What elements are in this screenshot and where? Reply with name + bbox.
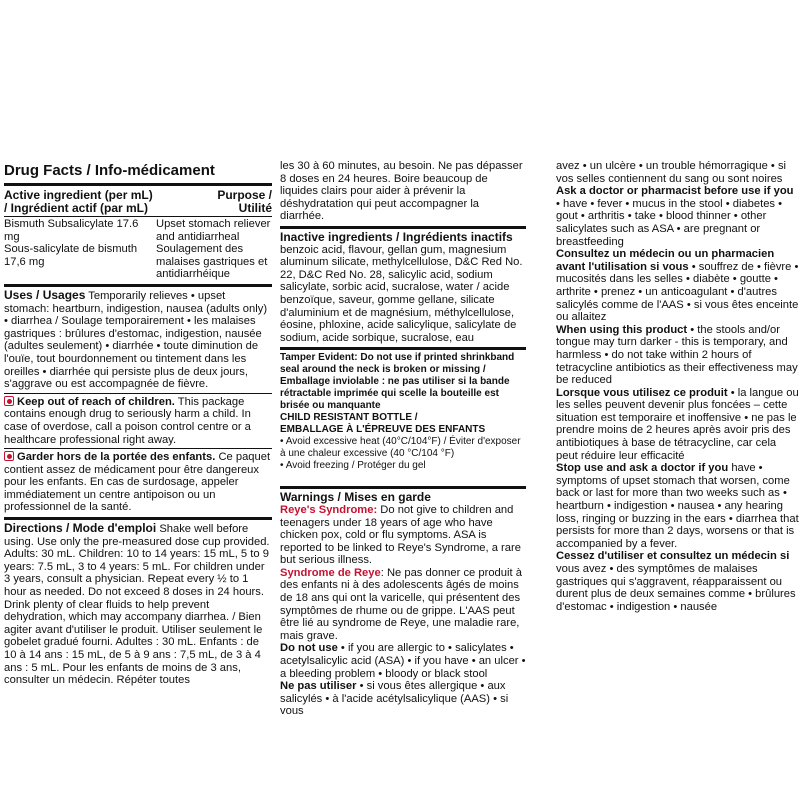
warnings-section — [280, 486, 526, 718]
drug-facts-title: Drug Facts / Info-médicament — [4, 162, 272, 186]
garder-heading: Garder hors de la portée des enfants. — [17, 451, 216, 464]
do-not-use-heading: Do not use — [280, 642, 338, 655]
inactive-text: benzoic acid, flavour, gellan gum, magnesium aluminum silicate, methylcellulose, D&C Red No. 22, D&C Red No. 28, salicylic acid, sodium salicylate, sorbic acid, sucralose, water / acide benzoïque, saveur, gomme gellane, silicate d'aluminium et de magnésium, méthylcellulose, éosine, phloxine, acide salicylique, salicylate de sodium, acide sorbique, sucralose, eau — [280, 243, 523, 344]
directions-section — [4, 517, 272, 687]
stop-use-heading: Stop use and ask a doctor if you — [556, 462, 729, 475]
when-using-text: • the stools and/or tongue may turn darker - this is temporary, and harmless • do not take within 2 hours of tetracycline antibiotics as their effectiveness may be reduced — [556, 323, 798, 387]
consult-doctor-text: • souffrez de • fièvre • mucosités dans les selles • diabète • goutte • arthrite • prenez • un anticoagulant • d'autres salicylés comme de l'AAS • si vous êtes enceinte ou allaitez — [556, 260, 799, 324]
ne-pas-utiliser — [280, 680, 526, 718]
cessez-heading: Cessez d'utiliser et consultez un médecin si — [556, 550, 790, 563]
do-not-use — [280, 642, 526, 680]
child-resistant-fr: EMBALLAGE À L'ÉPREUVE DES ENFANTS — [280, 424, 486, 436]
ingredient-name-fr: Sous-salicylate de bismuth 17,6 mg — [4, 243, 138, 268]
reye-en-heading: Reye's Syndrome: — [280, 503, 378, 516]
child-resistant-en: CHILD RESISTANT BOTTLE / — [280, 412, 418, 424]
reye-fr-text: : Ne pas donner ce produit à des enfants ni à des adolescents âgés de moins de 18 ans qui ont la varicelle, qui présentent des symptômes de rhume ou de grippe. L'AAS peut être lié au syndrome de Reye, une maladie rare, mais grave. — [280, 566, 522, 642]
column-2 — [280, 160, 526, 718]
ingredient-name-en: Bismuth Subsalicylate 17.6 mg — [4, 218, 139, 243]
ask-doctor-heading: Ask a doctor or pharmacist before use if you — [556, 185, 794, 198]
tamper-text: Tamper Evident: Do not use if printed shrinkband seal around the neck is broken or missing / Emballage inviolable : ne pas utiliser si la bande rétractable imprimée qui scelle la bouteille est brisée ou manquante — [280, 352, 515, 412]
column-3 — [556, 160, 800, 613]
ne-pas-utiliser-text: • si vous êtes allergique • aux salicylés • à l'acide acétylsalicylique (AAS) • si vous — [280, 680, 509, 718]
warning-icon — [4, 451, 14, 461]
directions-text: Shake well before using. Use only the pre-measured dose cup provided. Adults: 30 mL. Children: 10 to 14 years: 15 mL, 5 to 9 years: 7.5 mL, 3 to 4 years: 5 mL. For children under 3 years, consult a physician. Repeat every ½ to 1 hour as needed. Do not exceed 8 doses in 24 hours. Drink plenty of clear fluids to help prevent dehydration, which may accompany diarrhea. / Bien agiter avant d'utiliser le produit. Utiliser seulement le gobelet gradué fourni. Adultes : 30 mL. Enfants : de 10 à 14 ans : 15 mL, de 5 à 9 ans : 7,5 mL, de 3 à 4 ans : 5 mL. Pour les enfants de moins de 3 ans, consulter un médecin. Répéter toutes — [4, 523, 270, 687]
warning-icon — [4, 396, 14, 406]
reye-en — [280, 504, 526, 567]
storage-heat: • Avoid excessive heat (40°C/104°F) / Éviter d'exposer à une chaleur excessive (40 °C/104 °F) — [280, 436, 521, 460]
uses-heading: Uses / Usages — [4, 287, 86, 302]
inactive-section — [280, 226, 526, 344]
ne-pas-utiliser-heading: Ne pas utiliser — [280, 680, 357, 693]
keep-out-section — [4, 393, 272, 446]
ingredient-purpose-fr: Soulagement des malaises gastriques et antidiarrhéique — [156, 243, 268, 281]
active-ingredient-heading: Active ingredient (per mL) / Ingrédient actif (par mL) — [4, 188, 153, 215]
ingredient-row-fr — [4, 243, 272, 281]
ingredient-purpose-en: Upset stomach reliever and antidiarrheal — [156, 218, 271, 243]
when-using — [556, 324, 800, 387]
reye-fr-heading: Syndrome de Reye — [280, 566, 381, 579]
inactive-heading: Inactive ingredients / Ingrédients inactifs — [280, 229, 513, 244]
ask-doctor — [556, 185, 800, 248]
lorsque-utilisez — [556, 387, 800, 463]
warnings-continued: avez • un ulcère • un trouble hémorragique • si vos selles contiennent du sang ou sont noires — [556, 160, 787, 185]
ingredient-row-en — [4, 216, 272, 243]
ask-doctor-text: • have • fever • mucus in the stool • diabetes • gout • arthritis • take • blood thinner • other salicylates such as ASA • are pregnant or breastfeeding — [556, 197, 783, 248]
purpose-heading: Purpose / Utilité — [217, 188, 272, 215]
column-1 — [4, 162, 272, 687]
garder-text: Ce paquet contient assez de médicament pour être dangereux pour les enfants. En cas de surdosage, appeler immédiatement un centre antipoison ou un professionnel de la santé. — [4, 451, 271, 514]
storage-freeze: • Avoid freezing / Protéger du gel — [280, 460, 426, 472]
active-ingredient-header — [4, 186, 272, 215]
lorsque-text: • la langue ou les selles peuvent devenir plus foncées – cette situation est temporaire et inoffensive • ne pas le prendre moins de 2 heures après avoir pris des antibiotiques à base de tétracycline, car cela peut réduire leur efficacité — [556, 386, 799, 462]
stop-use — [556, 462, 800, 550]
reye-en-text: Do not give to children and teenagers under 18 years of age who have chicken pox, cold or flu symptoms. ASA is reported to be linked to Reye's Syndrome, a rare but serious illness. — [280, 503, 521, 567]
directions-continued: les 30 à 60 minutes, au besoin. Ne pas dépasser 8 doses en 24 heures. Boire beaucoup de liquides clairs pour aider à prévenir la déshydratation qui peut accompagner la diarrhée. — [280, 160, 523, 223]
warnings-heading: Warnings / Mises en garde — [280, 490, 431, 505]
stop-use-text: have • symptoms of upset stomach that worsen, come back or last for more than two weeks such as • heartburn • indigestion • nausea • any hearing loss, ringing or buzzing in the ears • diarrhea that persists for more than 2 days, worsens or that is accompanied by a fever. — [556, 462, 799, 550]
tamper-section — [280, 347, 526, 472]
directions-heading: Directions / Mode d'emploi — [4, 521, 157, 536]
consult-doctor-heading: Consultez un médecin ou un pharmacien avant l'utilisation si vous — [556, 248, 775, 273]
do-not-use-text: • if you are allergic to • salicylates • acetylsalicylic acid (ASA) • if you have • an ulcer • a bleeding problem • bloody or black stool — [280, 642, 526, 680]
cessez-utiliser — [556, 550, 800, 613]
uses-text: Temporarily relieves • upset stomach: heartburn, indigestion, nausea (adults only) • diarrhea / Soulage temporairement • les malaises gastriques : brûlures d'estomac, indigestion, nausée (adultes seulement) • diarrhée • toute diminution de l'ouïe, tout bourdonnement ou tintement dans les oreilles • diarrhée qui persiste plus de deux jours, s'aggrave ou est accompagnée de fièvre. — [4, 289, 268, 391]
cessez-text: vous avez • des symptômes de malaises gastriques qui s'aggravent, réapparaissent ou durent plus de deux semaines comme • brûlures d'estomac • indigestion • nausée — [556, 563, 796, 613]
lorsque-heading: Lorsque vous utilisez ce produit — [556, 386, 728, 399]
reye-fr — [280, 567, 526, 643]
garder-section — [4, 448, 272, 514]
keep-out-heading: Keep out of reach of children. — [17, 395, 175, 408]
uses-section — [4, 284, 272, 391]
keep-out-text: This package contains enough drug to seriously harm a child. In case of overdose, call a poison control centre or a healthcare professional right away. — [4, 395, 251, 446]
consult-doctor — [556, 248, 800, 324]
when-using-heading: When using this product — [556, 323, 688, 336]
